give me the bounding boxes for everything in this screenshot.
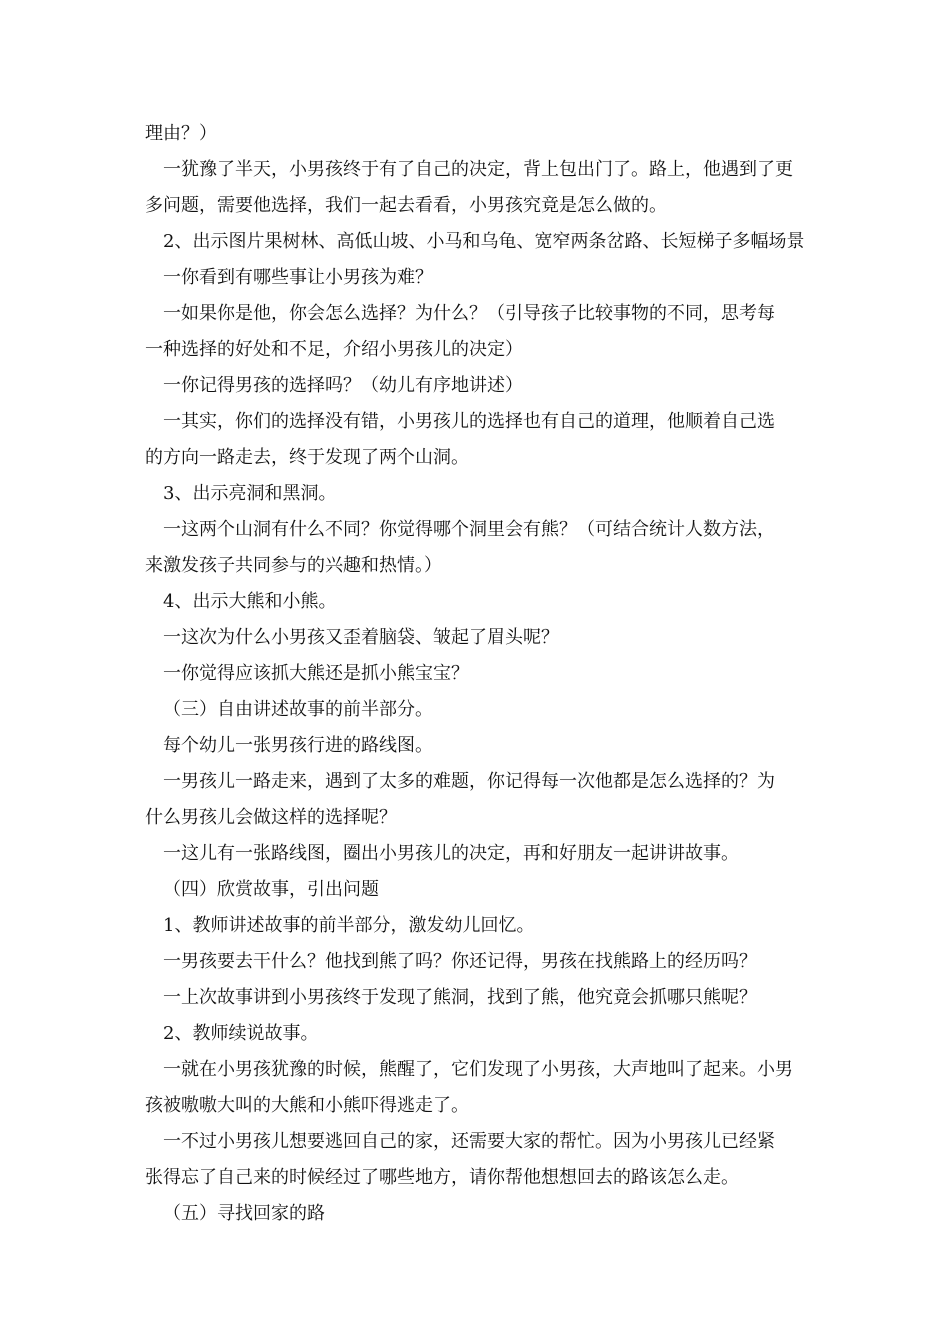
text-line: 来激发孩子共同参与的兴趣和热情。） — [145, 555, 442, 576]
text-line: 4、出示大熊和小熊。 — [163, 591, 337, 612]
text-line: 一男孩儿一路走来，遇到了太多的难题，你记得每一次他都是怎么选择的？为 — [163, 771, 775, 792]
text-line: 一男孩要去干什么？他找到熊了吗？你还记得，男孩在找熊路上的经历吗？ — [163, 951, 757, 972]
text-line: 的方向一路走去，终于发现了两个山洞。 — [145, 447, 469, 468]
text-line: 2、教师续说故事。 — [163, 1023, 319, 1044]
text-line: 1、教师讲述故事的前半部分，激发幼儿回忆。 — [163, 915, 535, 936]
text-line: 多问题，需要他选择，我们一起去看看，小男孩究竟是怎么做的。 — [145, 195, 667, 216]
text-line: 理由？） — [145, 123, 217, 144]
text-line: （四）欣赏故事，引出问题 — [163, 879, 379, 900]
text-line: 2、出示图片果树林、高低山坡、小马和乌龟、宽窄两条岔路、长短梯子多幅场景 — [163, 231, 805, 252]
text-line: （五）寻找回家的路 — [163, 1203, 325, 1224]
text-line: 孩被嗷嗷大叫的大熊和小熊吓得逃走了。 — [145, 1095, 469, 1116]
text-line: （三）自由讲述故事的前半部分。 — [163, 699, 433, 720]
text-line: 一这儿有一张路线图，圈出小男孩儿的决定，再和好朋友一起讲讲故事。 — [163, 843, 739, 864]
text-line: 一不过小男孩儿想要逃回自己的家，还需要大家的帮忙。因为小男孩儿已经紧 — [163, 1131, 775, 1152]
text-line: 一如果你是他，你会怎么选择？为什么？（引导孩子比较事物的不同，思考每 — [163, 303, 775, 324]
text-line: 一犹豫了半天，小男孩终于有了自己的决定，背上包出门了。路上，他遇到了更 — [163, 159, 793, 180]
text-line: 一你记得男孩的选择吗？（幼儿有序地讲述） — [163, 375, 523, 396]
text-line: 张得忘了自己来的时候经过了哪些地方，请你帮他想想回去的路该怎么走。 — [145, 1167, 739, 1188]
text-line: 一就在小男孩犹豫的时候，熊醒了，它们发现了小男孩，大声地叫了起来。小男 — [163, 1059, 793, 1080]
text-line: 什么男孩儿会做这样的选择呢？ — [145, 807, 397, 828]
text-line: 一你觉得应该抓大熊还是抓小熊宝宝？ — [163, 663, 469, 684]
text-line: 每个幼儿一张男孩行进的路线图。 — [163, 735, 433, 756]
text-line: 一其实，你们的选择没有错，小男孩儿的选择也有自己的道理，他顺着自己选 — [163, 411, 775, 432]
text-line: 一你看到有哪些事让小男孩为难？ — [163, 267, 433, 288]
text-line: 一上次故事讲到小男孩终于发现了熊洞，找到了熊，他究竟会抓哪只熊呢？ — [163, 987, 757, 1008]
document-body — [145, 116, 825, 1232]
text-line: 一种选择的好处和不足，介绍小男孩儿的决定） — [145, 339, 523, 360]
text-line: 一这两个山洞有什么不同？你觉得哪个洞里会有熊？（可结合统计人数方法， — [163, 519, 775, 540]
text-line: 一这次为什么小男孩又歪着脑袋、皱起了眉头呢？ — [163, 627, 559, 648]
text-line: 3、出示亮洞和黑洞。 — [163, 483, 337, 504]
